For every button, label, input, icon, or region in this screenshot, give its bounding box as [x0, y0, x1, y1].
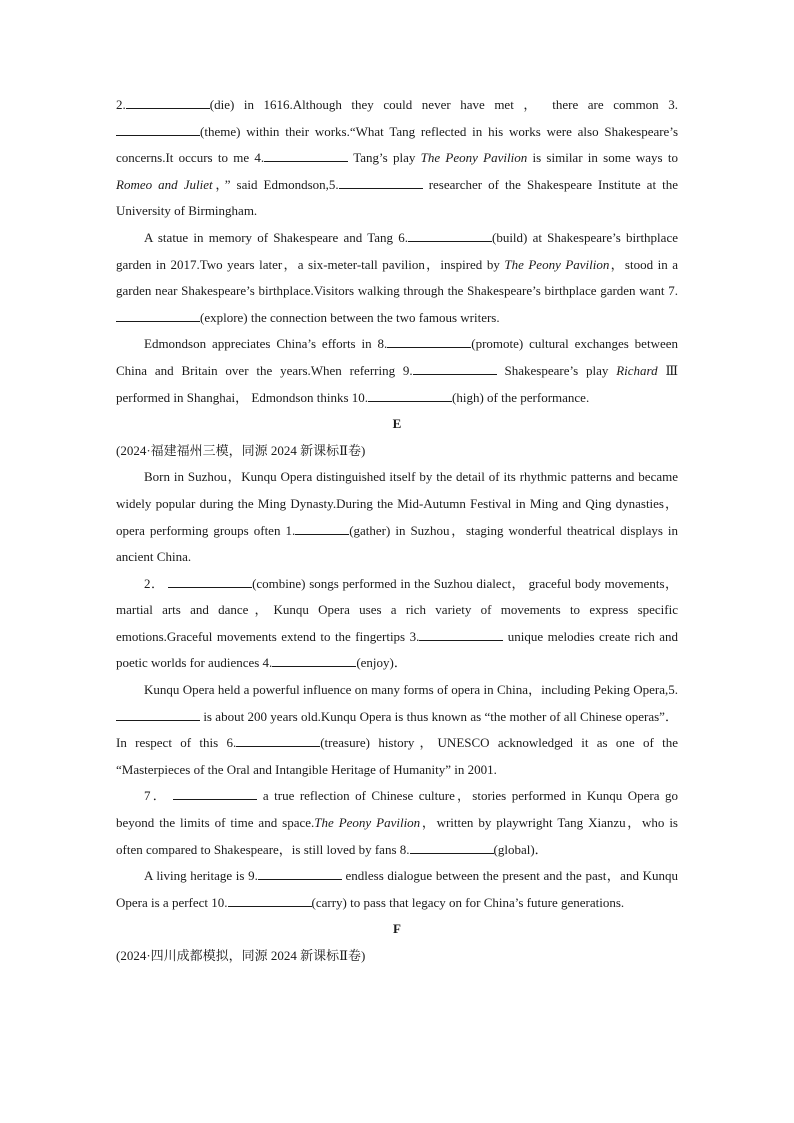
paragraph-d-1: [116, 92, 678, 225]
answer-blank-7[interactable]: [116, 308, 200, 322]
answer-blank-e7[interactable]: [173, 786, 257, 800]
text: (high) of the performance.: [452, 389, 590, 405]
italic-title: The Peony Pavilion: [314, 815, 421, 831]
answer-blank-e5[interactable]: [116, 707, 200, 721]
text: (theme) within their works.“What Tang reflected in his works were also Shakespeare’s concerns.It occurs to me 4.: [116, 123, 678, 166]
paragraph-e-3: [116, 677, 678, 783]
text: A statue in memory of Shakespeare and Tang 6.: [144, 229, 408, 245]
text: Born in Suzhou，Kunqu Opera distinguished itself by the detail of its rhythmic patterns and became widely popular during the Ming Dynasty.During the Mid-Autumn Festival in Ming and Qing dynasties，opera performing groups often 1.: [116, 469, 678, 538]
section-source-f: (2024·四川成都模拟，同源 2024 新课标Ⅱ卷): [116, 948, 366, 963]
answer-blank-e4[interactable]: [272, 653, 356, 667]
paragraph-d-2: [116, 225, 678, 331]
answer-blank-2[interactable]: [126, 95, 210, 109]
answer-blank-9[interactable]: [413, 361, 497, 375]
text: Ⅲ performed in Shanghai， Edmondson thinks 10.: [116, 362, 678, 405]
text: a true reflection of Chinese culture，stories performed in Kunqu Opera go beyond the limits of time and space.: [116, 788, 678, 831]
answer-blank-e9[interactable]: [258, 866, 342, 880]
answer-blank-e3[interactable]: [419, 627, 503, 641]
italic-title: Richard: [616, 362, 658, 378]
answer-blank-3[interactable]: [116, 122, 200, 136]
paragraph-e-2: [116, 571, 678, 677]
text: 2.: [116, 97, 126, 112]
text: ，stood in a garden near Shakespeare’s birthplace.Visitors walking through the Shakespeare’s birthplace garden want 7.: [116, 256, 679, 299]
text: 7．: [144, 788, 174, 804]
italic-title: The Peony Pavilion: [504, 256, 610, 272]
section-source-e: (2024·福建福州三模，同源 2024 新课标Ⅱ卷): [116, 442, 366, 458]
text: 2．: [144, 575, 169, 591]
section-heading-e: E: [392, 416, 402, 432]
italic-title: Romeo and Juliet: [116, 176, 213, 192]
text: Edmondson appreciates China’s efforts in 8.: [144, 336, 388, 352]
paragraph-e-1: [116, 464, 678, 570]
answer-blank-6[interactable]: [408, 228, 492, 242]
text: endless dialogue between the present and the past，and Kunqu Opera is a perfect 10.: [116, 868, 678, 910]
text: (combine) songs performed in the Suzhou dialect， graceful body movements，martial arts and dance，Kunqu Opera uses a rich variety of movements to express specific emotions.Graceful movements extend to the fingertips 3.: [116, 575, 678, 644]
answer-blank-e6[interactable]: [236, 733, 320, 747]
text: (enjoy)．: [356, 655, 407, 671]
text: (global)．: [493, 841, 548, 857]
text: (treasure) history，UNESCO acknowledged it as one of the “Masterpieces of the Oral and Intangible Heritage of Humanity” in 2001.: [116, 735, 678, 777]
answer-blank-e2[interactable]: [168, 574, 252, 588]
text: (gather) in Suzhou，staging wonderful theatrical displays in ancient China.: [116, 522, 679, 565]
text: Tang’s play: [348, 150, 421, 166]
answer-blank-e10[interactable]: [228, 893, 312, 907]
answer-blank-5[interactable]: [339, 175, 423, 189]
paragraph-e-4: [116, 783, 678, 863]
text: Shakespeare’s play: [496, 362, 617, 378]
text: A living heritage is 9.: [144, 868, 258, 884]
text: is similar in some ways to: [527, 150, 679, 166]
answer-blank-8[interactable]: [387, 334, 471, 348]
text: (promote) cultural exchanges between China and Britain over the years.When referring 9.: [116, 336, 678, 378]
text: (die) in 1616.Although they could never have met ， there are common 3.: [209, 97, 678, 112]
text: Kunqu Opera held a powerful influence on many forms of opera in China，including Peking Opera,5.: [144, 682, 678, 698]
italic-title: The Peony Pavilion: [420, 150, 528, 166]
text: ，” said Edmondson,5.: [212, 176, 339, 192]
section-heading-f: F: [393, 921, 401, 937]
paragraph-d-3: [116, 331, 678, 411]
answer-blank-10[interactable]: [368, 388, 452, 402]
text: is about 200 years old.Kunqu Opera is thus known as “the mother of all Chinese operas”．In respect of this 6.: [116, 708, 678, 751]
answer-blank-e8[interactable]: [410, 840, 494, 854]
text: (build) at Shakespeare’s birthplace garden in 2017.Two years later，a six-meter-tall pavilion，inspired by: [116, 229, 678, 272]
text: (explore) the connection between the two famous writers.: [200, 309, 500, 325]
answer-blank-4[interactable]: [264, 148, 348, 162]
answer-blank-e1[interactable]: [295, 521, 349, 535]
text: ，written by playwright Tang Xianzu，who is often compared to Shakespeare，is still loved by fans 8.: [116, 815, 678, 857]
text: researcher of the Shakespeare Institute at the University of Birmingham.: [116, 176, 678, 219]
text: unique melodies create rich and poetic worlds for audiences 4.: [116, 628, 678, 671]
document-page: [116, 92, 678, 970]
paragraph-e-5: [116, 863, 678, 916]
text: (carry) to pass that legacy on for China’s future generations.: [311, 894, 625, 910]
